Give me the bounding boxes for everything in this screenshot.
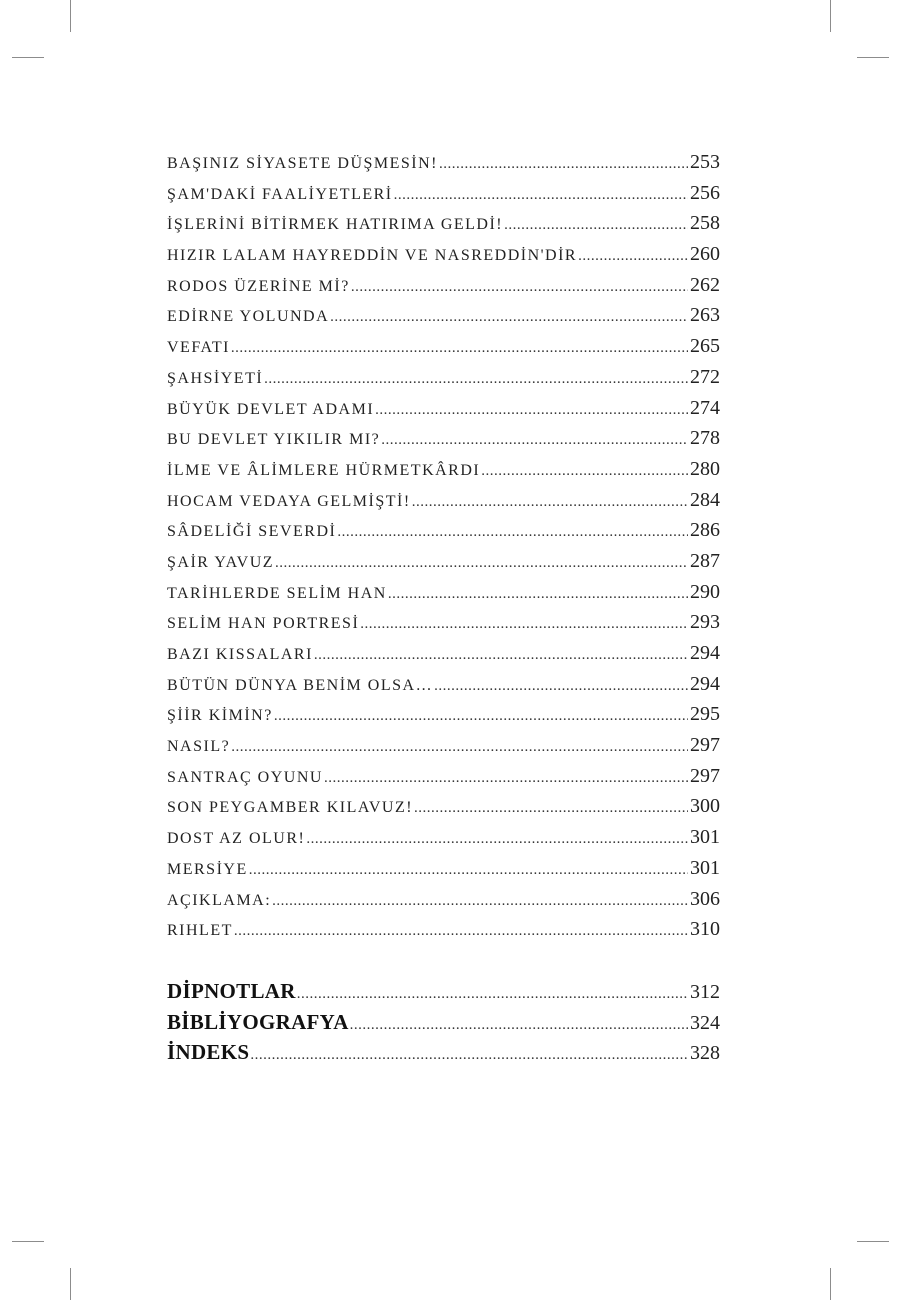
toc-leader-dots [324,763,688,792]
toc-entry [167,669,720,700]
toc-entry [167,884,720,915]
toc-entry-page: 306 [690,887,720,910]
crop-mark-top-right [830,0,831,32]
toc-entry [167,147,720,178]
toc-entry-page: 293 [690,611,720,634]
toc-leader-dots [578,241,688,270]
toc-leader-dots [249,855,688,884]
toc-entry-title: SON PEYGAMBER KILAVUZ! [167,799,414,817]
toc-entry-page: 287 [690,549,720,572]
toc-entry-title: BAZI KISSALARI [167,646,313,663]
toc-entry [167,699,720,730]
toc-leader-dots [434,671,688,700]
toc-leader-dots [351,272,688,301]
toc-entry [167,761,720,792]
toc-entry [167,1037,720,1068]
toc-entry-title: RODOS ÜZERİNE Mİ? [167,277,350,295]
toc-entry-page: 301 [690,856,720,879]
toc-entry-title: HIZIR LALAM HAYREDDİN VE NASREDDİN'DİR [167,247,578,265]
toc-entry [167,300,720,331]
toc-entry-page: 297 [690,764,720,787]
toc-leader-dots [360,609,688,638]
toc-leader-dots [337,517,688,546]
toc-entry [167,485,720,516]
crop-mark-right-top [857,57,889,58]
crop-mark-bottom-right [830,1268,831,1300]
toc-entry-title: SANTRAÇ OYUNU [167,768,323,786]
toc-entry [167,791,720,822]
toc-entry [167,853,720,884]
toc-entry-title: NASIL? [167,738,231,756]
toc-entry [167,638,720,669]
toc-entry-page: 272 [690,365,720,388]
toc-leader-dots [250,1040,688,1068]
toc-leader-dots [231,333,688,362]
toc-entry-page: 256 [690,181,720,204]
crop-mark-bottom-left [70,1268,71,1300]
toc-entry [167,607,720,638]
toc-entry-page: 262 [690,273,720,296]
toc-leader-dots [481,456,688,485]
toc-entry [167,546,720,577]
toc-entry-page: 290 [690,580,720,603]
toc-entry [167,208,720,239]
toc-leader-dots [297,979,688,1007]
crop-mark-left-bottom [12,1241,44,1242]
toc-entry-title: AÇIKLAMA: [167,891,272,909]
toc-leader-dots [381,425,688,454]
toc-entry-page: 280 [690,457,720,480]
toc-leader-dots [272,886,688,915]
toc-entry-page: 294 [690,672,720,695]
toc-leader-dots [375,395,688,424]
toc-entry-title: SELİM HAN PORTRESİ [167,615,360,633]
toc-entry-title: EDİRNE YOLUNDA [167,308,330,326]
toc-entry-title: ŞAM'DAKİ FAALİYETLERİ [167,185,393,203]
toc-entry-title: BÜYÜK DEVLET ADAMI [167,400,375,418]
toc-entry [167,331,720,362]
toc-entry [167,239,720,270]
toc-entry [167,1007,720,1038]
toc-entry-page: 312 [690,981,720,1003]
back-matter-contents [167,976,720,1068]
toc-entry-title: ŞAİR YAVUZ [167,553,275,571]
toc-entry-title: ŞAHSİYETİ [167,369,264,387]
toc-entry-page: 295 [690,703,720,726]
toc-entry-page: 294 [690,642,720,664]
toc-leader-dots [394,180,688,209]
toc-entry-page: 260 [690,243,720,266]
toc-leader-dots [388,579,688,608]
toc-entry-page: 324 [690,1011,720,1034]
toc-entry-page: 265 [690,335,720,358]
toc-entry-title: BU DEVLET YIKILIR MI? [167,431,381,449]
toc-entry-title: DİPNOTLAR [167,979,296,1003]
toc-entry-page: 274 [690,396,720,419]
toc-entry-title: RIHLET [167,922,233,940]
crop-mark-top-left [70,0,71,32]
toc-entry [167,270,720,301]
toc-entry [167,577,720,608]
toc-entry-page: 253 [690,151,720,173]
toc-leader-dots [274,701,688,730]
toc-entry-page: 284 [690,488,720,511]
toc-entry [167,730,720,761]
toc-leader-dots [234,916,688,945]
toc-leader-dots [275,548,688,577]
toc-entry [167,362,720,393]
toc-entry-title: İLME VE ÂLİMLERE HÜRMETKÂRDI [167,461,481,479]
toc-entry-title: BİBLİYOGRAFYA [167,1009,349,1034]
toc-entry-title: VEFATI [167,339,230,357]
toc-entry-page: 301 [690,826,720,849]
toc-entry [167,423,720,454]
toc-leader-dots [412,487,688,516]
toc-entry [167,976,720,1007]
toc-entry [167,914,720,945]
toc-entry-title: SÂDELİĞİ SEVERDİ [167,523,337,541]
toc-entry-title: BÜTÜN DÜNYA BENİM OLSA… [167,676,434,694]
toc-leader-dots [504,210,688,239]
toc-entry-title: TARİHLERDE SELİM HAN [167,584,387,602]
toc-leader-dots [306,824,688,853]
toc-entry-title: İNDEKS [167,1040,250,1065]
toc-entry-page: 278 [690,427,720,450]
toc-entry-title: DOST AZ OLUR! [167,830,306,848]
toc-leader-dots [231,732,688,761]
toc-entry-page: 286 [690,519,720,542]
crop-mark-left-top [12,57,44,58]
toc-entry-title: ŞİİR KİMİN? [167,707,273,725]
toc-leader-dots [264,364,688,393]
toc-entry-page: 297 [690,734,720,757]
toc-entry-title: HOCAM VEDAYA GELMİŞTİ! [167,492,411,510]
toc-entry [167,454,720,485]
toc-entry-title: İŞLERİNİ BİTİRMEK HATIRIMA GELDİ! [167,216,504,234]
toc-entry [167,393,720,424]
toc-leader-dots [314,640,688,669]
toc-entry [167,822,720,853]
toc-entry-page: 300 [690,795,720,818]
toc-entry-page: 310 [690,918,720,941]
toc-entry-title: MERSİYE [167,860,248,878]
toc-entry-page: 328 [690,1042,720,1065]
toc-entry-page: 258 [690,212,720,235]
toc-leader-dots [350,1010,688,1038]
toc-leader-dots [439,149,688,178]
toc-entry-page: 263 [690,304,720,327]
toc-leader-dots [330,302,688,331]
table-of-contents [167,147,720,945]
toc-entry [167,178,720,209]
toc-entry [167,515,720,546]
toc-entry-title: BAŞINIZ SİYASETE DÜŞMESİN! [167,155,439,172]
crop-mark-right-bottom [857,1241,889,1242]
toc-leader-dots [414,793,688,822]
